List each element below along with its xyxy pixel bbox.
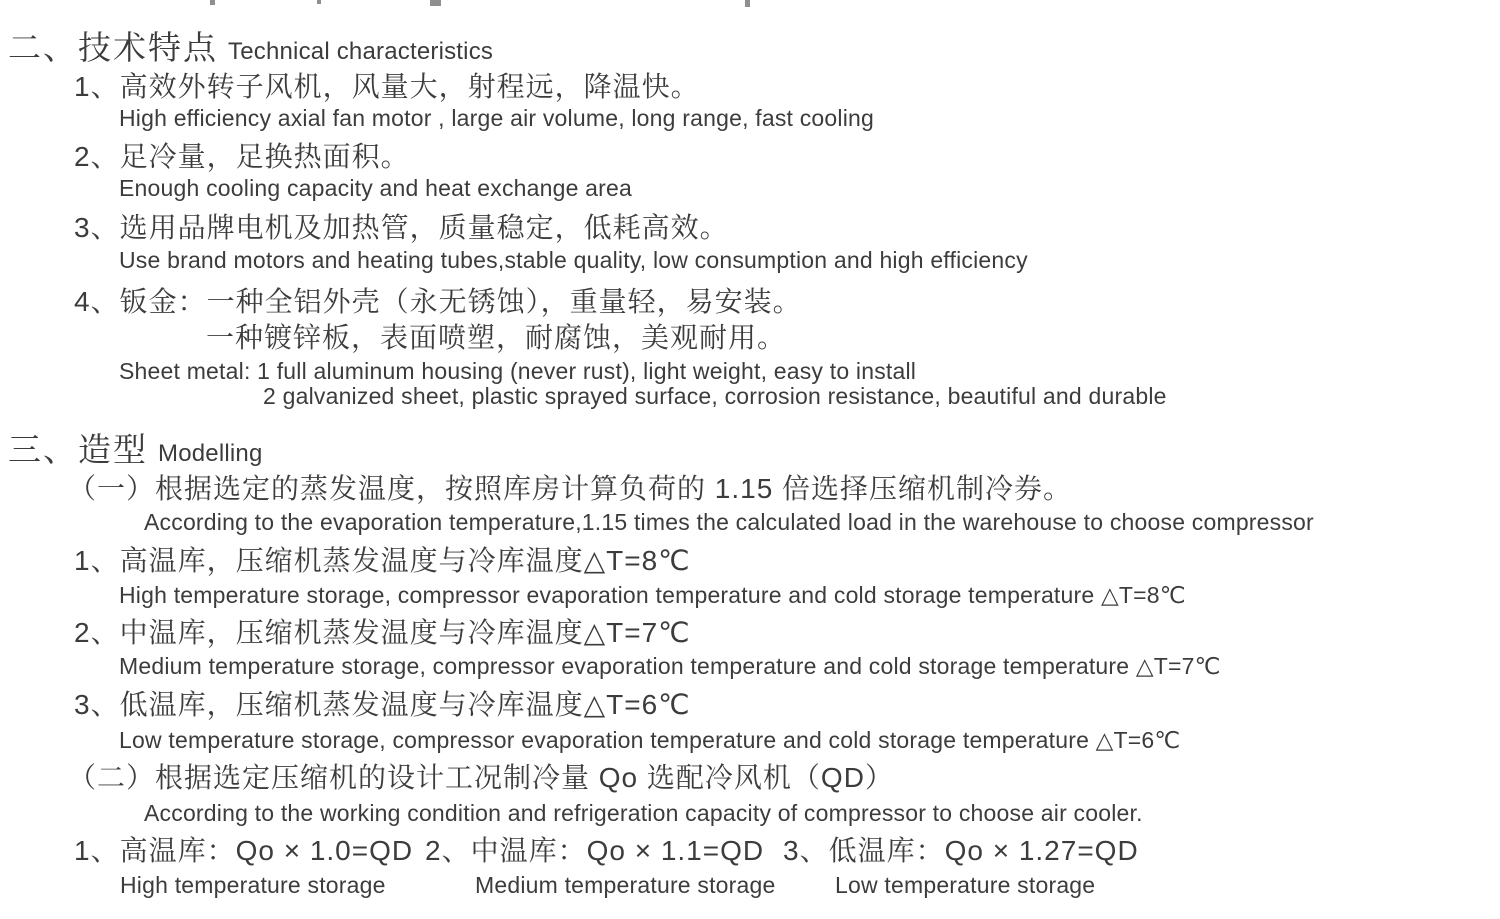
formula-3-zh: 3、低温库：Qo × 1.27=QD: [783, 835, 1139, 866]
modelling-rule-1-en: According to the evaporation temperature,1.15 times the calculated load in the warehouse to choose compressor: [144, 509, 1314, 535]
modelling-temp-3-en: Low temperature storage, compressor evaporation temperature and cold storage temperature △T=6℃: [119, 727, 1181, 753]
tech-item-2-en: Enough cooling capacity and heat exchange area: [119, 175, 633, 201]
section-heading-modelling-zh: 三、造型: [8, 431, 148, 468]
formula-1-en: High temperature storage: [120, 872, 386, 898]
crop-fragment: [317, 0, 321, 4]
crop-fragment: [210, 0, 215, 5]
modelling-rule-2-en: According to the working condition and refrigeration capacity of compressor to choose air cooler.: [144, 800, 1143, 826]
formula-row-zh: [0, 834, 1500, 870]
formula-2-zh: 2、中温库：Qo × 1.1=QD: [425, 835, 765, 866]
crop-fragment: [745, 0, 750, 7]
tech-item-3-zh: 3、选用品牌电机及加热管，质量稳定，低耗高效。: [74, 212, 729, 243]
formula-3-en: Low temperature storage: [835, 872, 1096, 898]
tech-item-1-en: High efficiency axial fan motor , large air volume, long range, fast cooling: [119, 105, 874, 131]
tech-item-4-zh-line1: 4、钣金：一种全铝外壳（永无锈蚀），重量轻，易安装。: [74, 286, 802, 317]
modelling-temp-2-en: Medium temperature storage, compressor evaporation temperature and cold storage temperature △T=7℃: [119, 653, 1221, 679]
modelling-temp-1-en: High temperature storage, compressor evaporation temperature and cold storage temperature △T=8℃: [119, 582, 1186, 608]
formula-1-zh: 1、高温库：Qo × 1.0=QD: [74, 835, 414, 866]
section-heading-modelling: [8, 424, 263, 471]
section-heading-technical-zh: 二、技术特点: [8, 29, 218, 66]
tech-item-1-zh: 1、高效外转子风机，风量大，射程远，降温快。: [74, 71, 700, 102]
modelling-rule-1-zh: （一）根据选定的蒸发温度，按照库房计算负荷的 1.15 倍选择压缩机制冷券。: [68, 473, 1073, 504]
modelling-temp-1-zh: 1、高温库，压缩机蒸发温度与冷库温度△T=8℃: [74, 545, 691, 576]
modelling-temp-2-zh: 2、中温库，压缩机蒸发温度与冷库温度△T=7℃: [74, 617, 691, 648]
modelling-temp-3-zh: 3、低温库，压缩机蒸发温度与冷库温度△T=6℃: [74, 689, 691, 720]
crop-fragment: [430, 0, 441, 6]
formula-2-en: Medium temperature storage: [475, 872, 776, 898]
tech-item-4-en-line1: Sheet metal: 1 full aluminum housing (never rust), light weight, easy to install: [119, 358, 917, 384]
formula-row-en: [0, 871, 1500, 907]
modelling-rule-2-zh: （二）根据选定压缩机的设计工况制冷量 Qo 选配冷风机（QD）: [68, 762, 894, 793]
tech-item-4-zh-line2: 一种镀锌板，表面喷塑，耐腐蚀，美观耐用。: [206, 322, 787, 353]
section-heading-technical-en: Technical characteristics: [228, 38, 494, 65]
section-heading-modelling-en: Modelling: [158, 440, 263, 467]
section-heading-technical: [8, 22, 493, 69]
tech-item-4-en-line2: 2 galvanized sheet, plastic sprayed surface, corrosion resistance, beautiful and durable: [263, 383, 1167, 409]
tech-item-3-en: Use brand motors and heating tubes,stable quality, low consumption and high efficiency: [119, 247, 1028, 273]
tech-item-2-zh: 2、足冷量，足换热面积。: [74, 141, 410, 172]
